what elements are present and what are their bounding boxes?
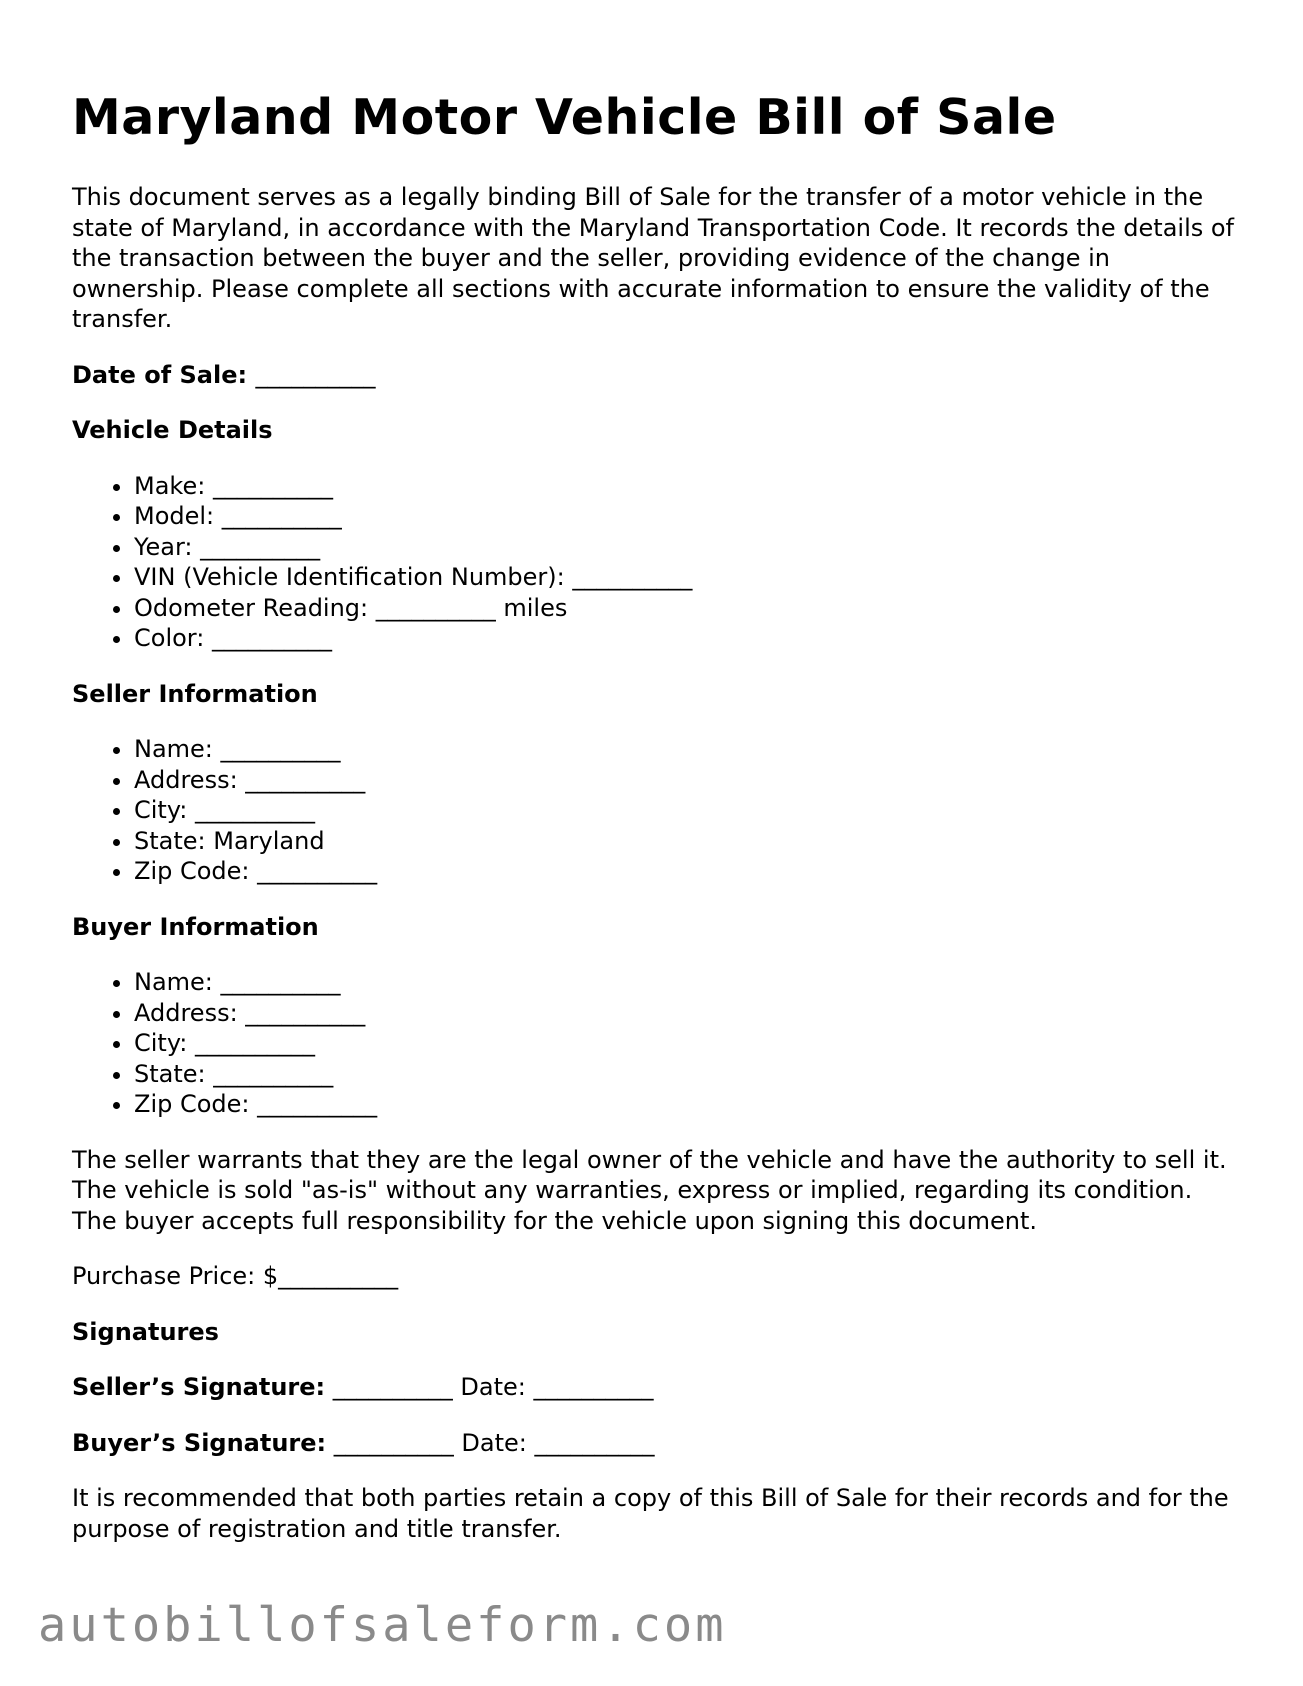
seller-information-heading: Seller Information xyxy=(72,679,318,708)
document-title: Maryland Motor Vehicle Bill of Sale xyxy=(72,89,1057,146)
list-item-vin: • VIN (Vehicle Identification Number): __________ xyxy=(134,562,1242,593)
buyer-signature-blank: __________ Date: __________ xyxy=(326,1428,655,1457)
list-item-buyer-zip: • Zip Code: __________ xyxy=(134,1089,1242,1120)
list-item-seller-state: • State: Maryland xyxy=(134,826,1242,857)
seller-signature-blank: __________ Date: __________ xyxy=(325,1373,654,1401)
warranty-paragraph: The seller warrants that they are the legal owner of the vehicle and have the authority to sell it. The vehicle is sold "as-is" without any warranties, express or implied, regarding its condition. The buyer accepts full responsibility for the vehicle upon signing this document. xyxy=(72,1145,1227,1235)
signatures-heading: Signatures xyxy=(72,1317,219,1346)
list-item-seller-zip: • Zip Code: __________ xyxy=(134,856,1242,887)
list-item-seller-name: • Name: __________ xyxy=(134,734,1242,765)
vehicle-details-list xyxy=(72,471,1242,654)
date-of-sale-blank: __________ xyxy=(255,360,376,389)
list-item-odometer: • Odometer Reading: __________ miles xyxy=(134,593,1242,624)
vehicle-details-heading: Vehicle Details xyxy=(72,416,273,444)
date-of-sale-line xyxy=(72,360,1242,391)
list-item-color: • Color: __________ xyxy=(134,623,1242,654)
buyer-information-list xyxy=(72,967,1242,1120)
list-item-seller-address: • Address: __________ xyxy=(134,765,1242,796)
list-item-model: • Model: __________ xyxy=(134,501,1242,532)
list-item-buyer-address: • Address: __________ xyxy=(134,998,1242,1029)
list-item-buyer-city: • City: __________ xyxy=(134,1028,1242,1059)
list-item-buyer-state: • State: __________ xyxy=(134,1059,1242,1090)
list-item-make: • Make: __________ xyxy=(134,471,1242,502)
buyer-signature-label: Buyer’s Signature: xyxy=(72,1428,327,1457)
buyer-information-heading: Buyer Information xyxy=(72,912,319,941)
closing-paragraph: It is recommended that both parties retain a copy of this Bill of Sale for their records and for the purpose of registration and title transfer. xyxy=(72,1484,1229,1543)
watermark-url: autobillofsaleform.com xyxy=(38,1598,727,1653)
date-of-sale-label: Date of Sale: xyxy=(72,360,248,389)
list-item-seller-city: • City: __________ xyxy=(134,795,1242,826)
document-page xyxy=(72,88,1242,1569)
list-item-buyer-name: • Name: __________ xyxy=(134,967,1242,998)
seller-signature-line xyxy=(72,1372,1242,1403)
purchase-price-line: Purchase Price: $__________ xyxy=(72,1262,399,1290)
seller-information-list xyxy=(72,734,1242,887)
seller-signature-label: Seller’s Signature: xyxy=(72,1373,326,1401)
intro-paragraph: This document serves as a legally binding Bill of Sale for the transfer of a motor vehicle in the state of Maryland, in accordance with the Maryland Transportation Code. It records the details of the transaction between the buyer and the seller, providing evidence of the change in ownership. Please complete all sections with accurate information to ensure the validity of the transfer. xyxy=(72,183,1234,333)
list-item-year: • Year: __________ xyxy=(134,532,1242,563)
buyer-signature-line xyxy=(72,1428,1242,1459)
